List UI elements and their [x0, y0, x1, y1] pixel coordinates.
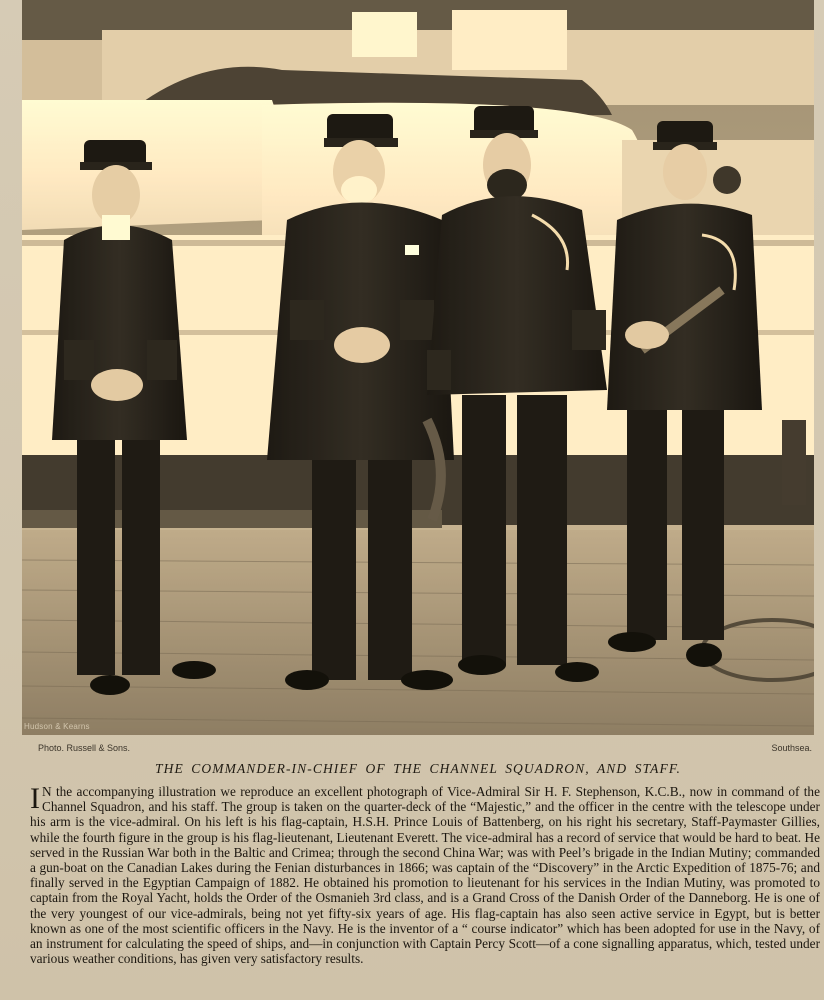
photographer-credit: Photo. Russell & Sons. — [38, 743, 131, 753]
caption-paragraph: N the accompanying illustration we reproduce an excellent photograph of Vice-Admiral Sir H. F. Stephenson, K.C.B., now in command of the Channel Squadron, and his staff. The group is taken on the quarter-deck of the “Majestic,” and the officer in the centre with the telescope under his arm is the vice-admiral. On his left is his flag-captain, H.S.H. Prince Louis of Battenberg, on his right his secretary, Staff-Paymaster Gillies, while the fourth figure in the group is his flag-lieutenant, Lieutenant Everett. The vice-admiral has a record of service that would be hard to beat. He served in the Russian War both in the Baltic and Crimea; through the second China War; was with Peel’s brigade in the Indian Mutiny; commanded a gun-boat on the Canadian Lakes during the Fenian disturbances in 1866; was captain of the “Discovery” in the Arctic Expedition of 1875-76; and finally served in the Egyptian Campaign of 1882. He obtained his promotion to lieutenant for his services in the Indian Mutiny, was promoted to captain from the Royal Yacht, holds the Order of the Osmanieh 3rd class, and is a Grand Cross of the Danish Order of the Danneborg. He is one of the very youngest of our vice-admirals, being not yet fifty-six years of age. His flag-captain has also seen active service in Egypt, but is better known as one of the most scientific officers in the Navy. He is the inventor of a “ course indicator” which has been adopted for use in the Navy, of an instrument for calculating the speed of ships, and—in conjunction with Captain Percy Scott—of a cone signalling apparatus, which, tested under various weather conditions, has given very satisfactory results. — [30, 784, 820, 967]
group-photograph — [22, 0, 814, 735]
drop-cap: I — [30, 782, 40, 815]
photo-credit-row — [22, 741, 814, 755]
location-credit: Southsea. — [771, 743, 812, 753]
caption-title: THE COMMANDER-IN-CHIEF OF THE CHANNEL SQUADRON, AND STAFF. — [155, 761, 681, 776]
engraver-mark: Hudson & Kearns — [24, 722, 90, 731]
photograph-illustration — [22, 0, 814, 735]
caption-body — [30, 784, 820, 966]
